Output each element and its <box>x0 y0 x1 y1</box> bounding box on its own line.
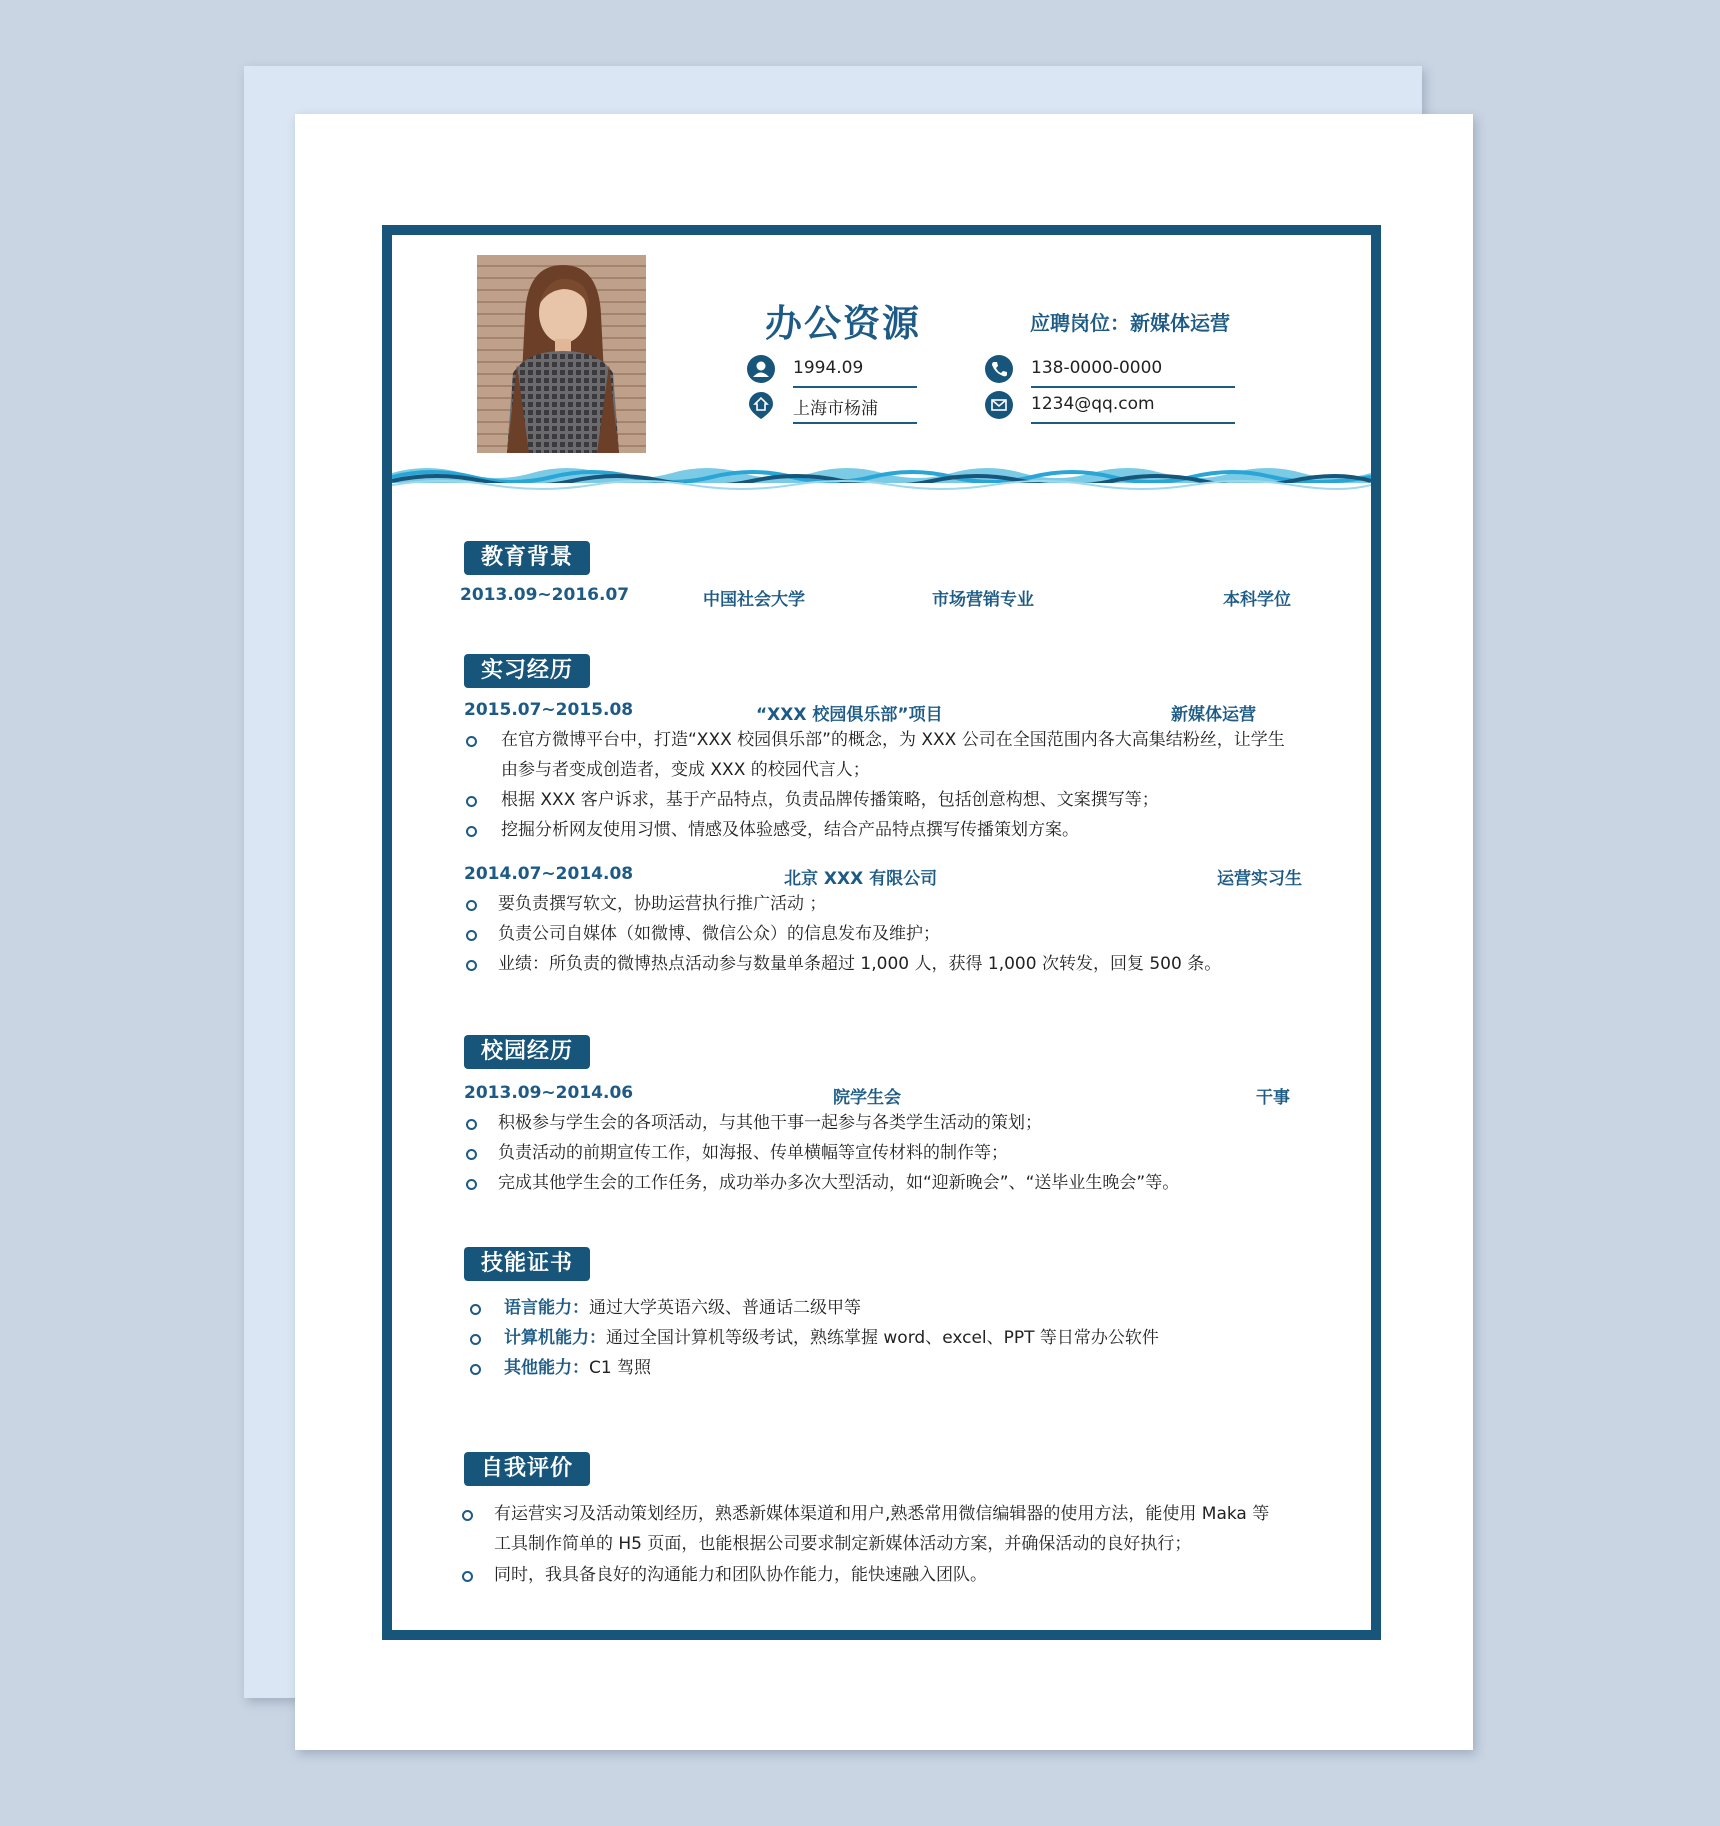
email: 1234@qq.com <box>1031 394 1155 414</box>
bullet-icon <box>470 1304 481 1315</box>
job-org: “XXX 校园俱乐部”项目 <box>756 705 943 725</box>
candidate-name: 办公资源 <box>765 302 921 345</box>
bullet-icon <box>466 1179 477 1190</box>
skill-text: C1 驾照 <box>589 1358 652 1378</box>
bullet-icon <box>466 1119 477 1130</box>
skill-text: 通过全国计算机等级考试，熟练掌握 word、excel、PPT 等日常办公软件 <box>606 1328 1159 1348</box>
bullet-icon <box>466 900 477 911</box>
section-title-self-evaluation: 自我评价 <box>464 1452 590 1486</box>
bullet-icon <box>466 826 477 837</box>
edu-school: 中国社会大学 <box>703 590 805 610</box>
phone-icon <box>985 355 1013 383</box>
skill-label: 计算机能力： <box>504 1328 606 1348</box>
resume-frame: 办公资源 应聘岗位：新媒体运营 1994.09 138-0000-0000 上海市杨浦 1234@qq.com 教育背景 2013.09~2016.07 中国社会大学 市场营销专业 本科学位 实习经历 2015.07~2015.08 “XXX 校园俱乐部”项目 新媒体运营 在官方微博平台中，打造“XXX 校园俱乐部”的概念，为 XXX 公司在全国范围内各大高集结粉丝，让学生 由参与者变成创造者，变成 XXX 的校园代言人； 根据 XXX 客户诉求，基于产品特点，负责品牌传播策略，包括创意构想、文案撰写等； 挖掘分析网友使用习惯、情感及体验感受，结合产品特点撰写传播策划方案。 2014.07~2014.08 北京 XXX 有限公司 运营实习生 要负责撰写软文，协助运营执行推广活动 ； 负责公司自媒体（如微博、微信公众）的信息发布及维护； 业绩：所负责的微博热点活动参与数量单条超过 1,000 人，获得 1,000 次转发，回复 500 条。 校园经历 2013.09~2014.06 院学生会 干事 积极参与学生会的各项活动，与其他干事一起参与各类学生活动的策划； 负责活动的前期宣传工作，如海报、传单横幅等宣传材料的制作等； 完成其他学生会的工作任务，成功举办多次大型活动，如“迎新晚会”、“送毕业生晚会”等。 技能证书 语言能力：通过大学英语六级、普通话二级甲等 计算机能力：通过全国计算机等级考试，熟练掌握 word、excel、PPT 等日常办公软件 其他能力：C1 驾照 自我评价 有运营实习及活动策划经历，熟悉新媒体渠道和用户,熟悉常用微信编辑器的使用方法，能使用 Maka 等 工具制作简单的 H5 页面，也能根据公司要求制定新媒体活动方案，并确保活动的良好执行； 同时，我具备良好的沟通能力和团队协作能力，能快速融入团队。 <box>382 225 1381 1640</box>
skill-text: 通过大学英语六级、普通话二级甲等 <box>589 1298 861 1318</box>
bullet-icon <box>470 1334 481 1345</box>
edu-degree: 本科学位 <box>1223 590 1291 610</box>
applied-position: 应聘岗位：新媒体运营 <box>1030 311 1230 335</box>
section-title-education: 教育背景 <box>464 541 590 575</box>
wave-decoration <box>392 463 1371 491</box>
job-role: 新媒体运营 <box>1171 705 1256 725</box>
job-role: 运营实习生 <box>1217 869 1302 889</box>
birth-info <box>747 352 917 388</box>
phone-info <box>985 352 1265 388</box>
skill-label: 语言能力： <box>504 1298 589 1318</box>
campus-period: 2013.09~2014.06 <box>464 1083 634 1103</box>
person-icon <box>747 355 775 383</box>
job-period: 2014.07~2014.08 <box>464 864 634 884</box>
bullet-icon <box>466 736 477 747</box>
edu-major: 市场营销专业 <box>932 590 1034 610</box>
bullet-icon <box>466 960 477 971</box>
location: 上海市杨浦 <box>793 399 878 419</box>
bullet-icon <box>466 796 477 807</box>
job-period: 2015.07~2015.08 <box>464 700 634 720</box>
email-info <box>985 388 1265 424</box>
bullet-icon <box>462 1571 473 1582</box>
location-info <box>747 388 917 424</box>
campus-org: 院学生会 <box>833 1088 901 1108</box>
section-title-internship: 实习经历 <box>464 654 590 688</box>
bullet-icon <box>470 1364 481 1375</box>
campus-role: 干事 <box>1256 1088 1290 1108</box>
phone-number: 138-0000-0000 <box>1031 358 1163 378</box>
bullet-icon <box>462 1510 473 1521</box>
birth-date: 1994.09 <box>793 358 864 378</box>
bullet-icon <box>466 1149 477 1160</box>
section-title-campus: 校园经历 <box>464 1035 590 1069</box>
underline <box>793 422 917 424</box>
job-org: 北京 XXX 有限公司 <box>784 869 938 889</box>
section-title-skills: 技能证书 <box>464 1247 590 1281</box>
bullet-icon <box>466 930 477 941</box>
mail-icon <box>985 391 1013 419</box>
skill-label: 其他能力： <box>504 1358 589 1378</box>
home-location-icon <box>747 391 775 419</box>
underline <box>1031 422 1235 424</box>
profile-photo <box>477 255 646 453</box>
edu-period: 2013.09~2016.07 <box>460 585 630 605</box>
